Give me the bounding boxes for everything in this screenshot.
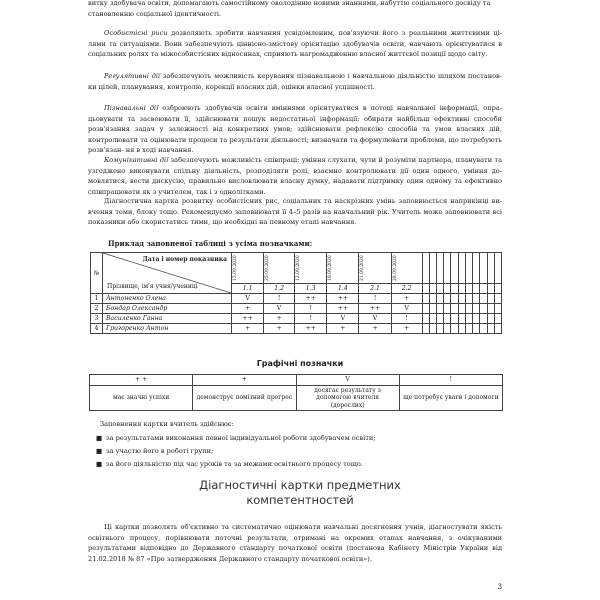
table-caption: Приклад заповненої таблиці з усіма позначками: [108,239,313,248]
diagnostic-card-paragraph: Діагностична картка розвитку особистісних рис, соціальних та наскрізних умінь заповнюється наприкінці ви- вчення теми, блоку тощо. Рекомендуємо заповнювати її 4–5 разів на навчальний рік. Учитель може заповнювати всі показники або скористатись тими, що необхідні на певному етапі навчання. [88,197,502,226]
cognitive-paragraph: Пізнавальні дії озброюють здобувачів освіти вміннями орієнтуватися в потоці навчальної інформації, опра- цьовувати та засвоювати її, здійснювати пошук недостатньої інформації; обирати найбільш ефективні способи розв'язання задач у залежності від конкретних умов; здійснювати рефлексію способів та умов власних дій, контролювати та оцінювати процеси та результати діяльності; визначати та формулювати проблеми, що потребують розв'язан- ня в ході навчання. [88,104,502,154]
corner-header-cell [103,253,232,294]
date-cell: 15.09.2020 [232,253,264,284]
table-row: 2 Бондар Олександр + V ! ++ ++ V [91,304,502,314]
legend-symbol: + + [90,375,193,386]
corner-bottom-label: Прізвище, ім'я учня/учениці [107,283,198,290]
legend-description: демонструє помітний прогрес [193,385,296,411]
date-cell: 25.09.2020 [264,253,295,284]
fill-intro: Заповнення картки вчитель здійснює: [100,420,234,428]
list-item: ■ за результатами виконання певної індивідуальної роботи здобувачем освіти; [96,434,376,442]
page-number: 3 [497,583,502,591]
code-cell: 1.3 [295,284,327,294]
legend-description: досягає результату з допомогою вчителя (дорослих) [296,385,399,411]
section-title: Діагностичні картки предметних компетентностей [199,478,401,507]
date-cell: 28.09.2020 [391,253,422,284]
communicative-paragraph: Комунікативні дії забезпечують можливість співпраці: уміння слухати, чути й розуміти партнера, планувати та узгоджено виконувати спільну діяльність, розподіляти ролі, взаємно контролювати дії один одного, уміння до- мовлятися, вести дискусію, правильно висловлювати власну думку, надавати підтримку один одному та ефективно співпрацювати як з учителем, так і з однолітками. [88,156,503,196]
corner-top-label: Дата і номер показника [142,256,227,263]
table-row: 3 Василенко Ганна ++ + ! V V ! [91,314,502,324]
code-cell: 1.2 [264,284,295,294]
legend-symbol: + [193,375,296,386]
code-cell: 1.4 [327,284,359,294]
num-header: № [91,253,103,294]
personal-traits-paragraph: Особистісні риси дозволяють зробити навчання усвідомленим, пов'язуючи його з реальними життєвими ці- лями та ситуаціями. Вони забезпечують ціннісно-змістову орієнтацію здобувачів освіти, навчають орієнтуватися в соціальних ролях та міжособистісних відносинах, сприяють нагромадженню власної життєвої позиції щодо світу. [88,29,502,58]
intro-paragraph: витку здобувача освіти, допомагають самостійному оволодінню новими знаннями, набуттю соціального досвіду та становленню соціальної ідентичності. [88,0,491,18]
code-cell: 2.2 [391,284,422,294]
date-cell: 12.09.2020 [295,253,327,284]
legend-table [89,374,503,411]
code-cell: 2.1 [359,284,391,294]
table-row: 1 Антоненко Олена V ! ++ ++ ! + [91,294,502,304]
legend-symbol: ! [399,375,502,386]
table-row: 4 Григоренко Антон + + ++ + + + [91,324,502,334]
final-paragraph: Ці картки дозволять об'єктивно та систематично оцінювати навчальні досягнення учнів, діагностувати якість освітнього процесу, порівнювати поточні результати, отримані на окремих етапах навчання, з очікуваними результатами відповідно до Державного стандарту початкової освіти (постанова Кабінету Міністрів України від 21.02.2018 № 87 «Про затвердження Державного стандарту початкової освіти»). [88,523,502,563]
legend-description: має значні успіхи [90,385,193,411]
diagnostic-table [90,252,502,334]
legend-symbol: V [296,375,399,386]
date-cell: 21.09.2020 [359,253,391,284]
code-cell: 1.1 [232,284,264,294]
date-cell: 19.09.2020 [327,253,359,284]
list-item: ■ за участю його в роботі групи; [96,447,214,455]
regulatory-paragraph: Регулятивні дії забезпечують можливість керування пізнавальною і навчальною діяльністю шляхом постанов- ки цілей, планування, контролю, корекції власних дій, оцінки власної успішності. [88,72,502,91]
legend-title: Графічні позначки [256,359,344,368]
list-item: ■ за його діяльністю під час уроків та за межами освітнього процесу тощо. [96,460,363,468]
legend-description: ще потребує уваги і допомоги [399,385,502,411]
